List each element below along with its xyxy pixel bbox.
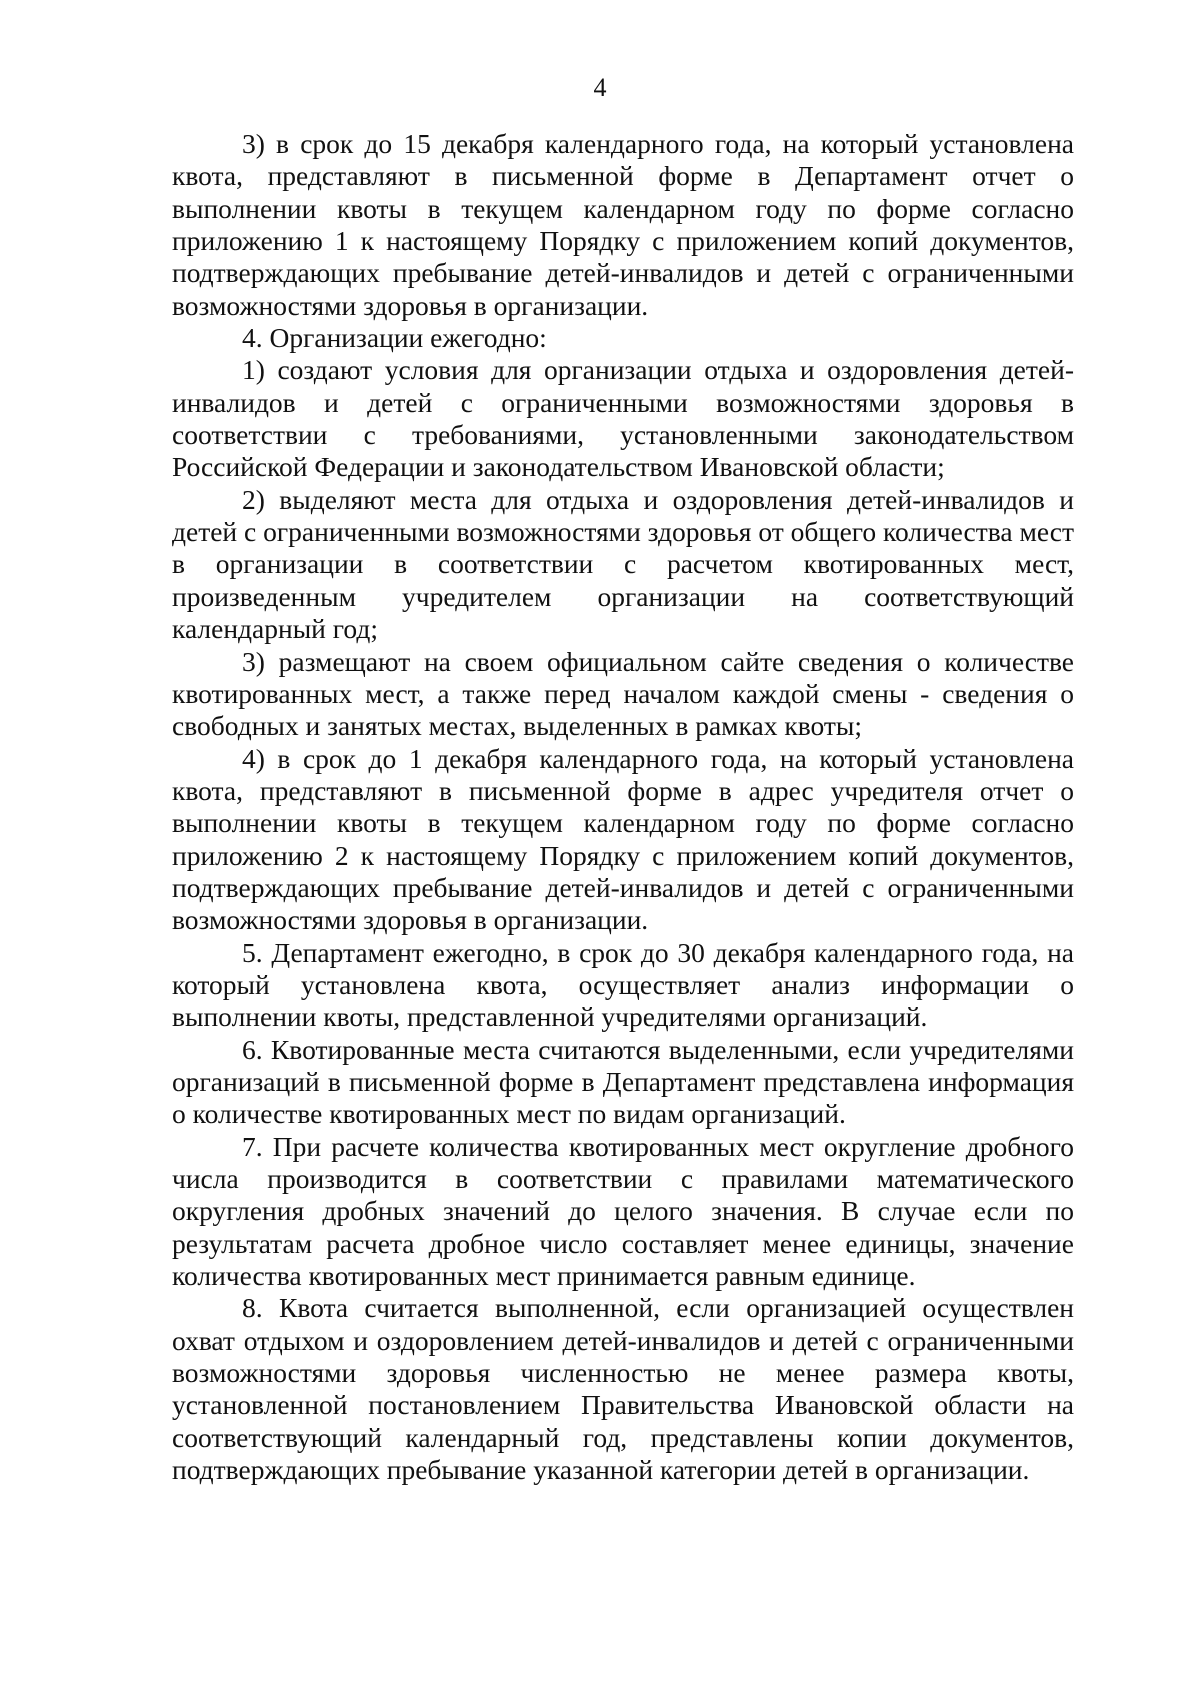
- paragraph-4-2-allocate-places: 2) выделяют места для отдыха и оздоровления детей-инвалидов и детей с ограниченными возможностями здоровья от общего количества мест в организации в соответствии с расчетом квотированных мест, произведенным учредителем организации на соответствующий календарный год;: [172, 483, 1074, 645]
- paragraph-6-places-allocated: 6. Квотированные места считаются выделенными, если учредителями организаций в письменной форме в Департамент представлена информация о количестве квотированных мест по видам организаций.: [172, 1033, 1074, 1130]
- paragraph-4-1-conditions: 1) создают условия для организации отдыха и оздоровления детей-инвалидов и детей с ограниченными возможностями здоровья в соответствии с требованиями, установленными законодательством Российской Федерации и законодательством Ивановской области;: [172, 354, 1074, 483]
- paragraph-3-deadline-department-report: 3) в срок до 15 декабря календарного года, на который установлена квота, представляют в письменной форме в Департамент отчет о выполнении квоты в текущем календарном году по форме согласно приложению 1 к настоящему Порядку с приложением копий документов, подтверждающих пребывание детей-инвалидов и детей с ограниченными возможностями здоровья в организации.: [172, 128, 1074, 321]
- paragraph-4-3-publish-info: 3) размещают на своем официальном сайте сведения о количестве квотированных мест, а также перед началом каждой смены - сведения о свободных и занятых местах, выделенных в рамках квоты;: [172, 645, 1074, 742]
- paragraph-4-4-founder-report: 4) в срок до 1 декабря календарного года, на который установлена квота, представляют в письменной форме в адрес учредителя отчет о выполнении квоты в текущем календарном году по форме согласно приложению 2 к настоящему Порядку с приложением копий документов, подтверждающих пребывание детей-инвалидов и детей с ограниченными возможностями здоровья в организации.: [172, 742, 1074, 936]
- document-body: [172, 128, 1074, 1486]
- page-number: 4: [593, 73, 607, 102]
- paragraph-5-department-analysis: 5. Департамент ежегодно, в срок до 30 декабря календарного года, на который установлена квота, осуществляет анализ информации о выполнении квоты, представленной учредителями организаций.: [172, 936, 1074, 1033]
- paragraph-4-heading: 4. Организации ежегодно:: [242, 322, 547, 354]
- paragraph-8-quota-fulfilled: 8. Квота считается выполненной, если организацией осуществлен охват отдыхом и оздоровлением детей-инвалидов и детей с ограниченными возможностями здоровья численностью не менее размера квоты, установленной постановлением Правительства Ивановской области на соответствующий календарный год, представлены копии документов, подтверждающих пребывание указанной категории детей в организации.: [172, 1292, 1074, 1486]
- paragraph-7-rounding-rule: 7. При расчете количества квотированных мест округление дробного числа производится в соответствии с правилами математического округления дробных значений до целого значения. В случае если по результатам расчета дробное число составляет менее единицы, значение количества квотированных мест принимается равным единице.: [172, 1130, 1074, 1292]
